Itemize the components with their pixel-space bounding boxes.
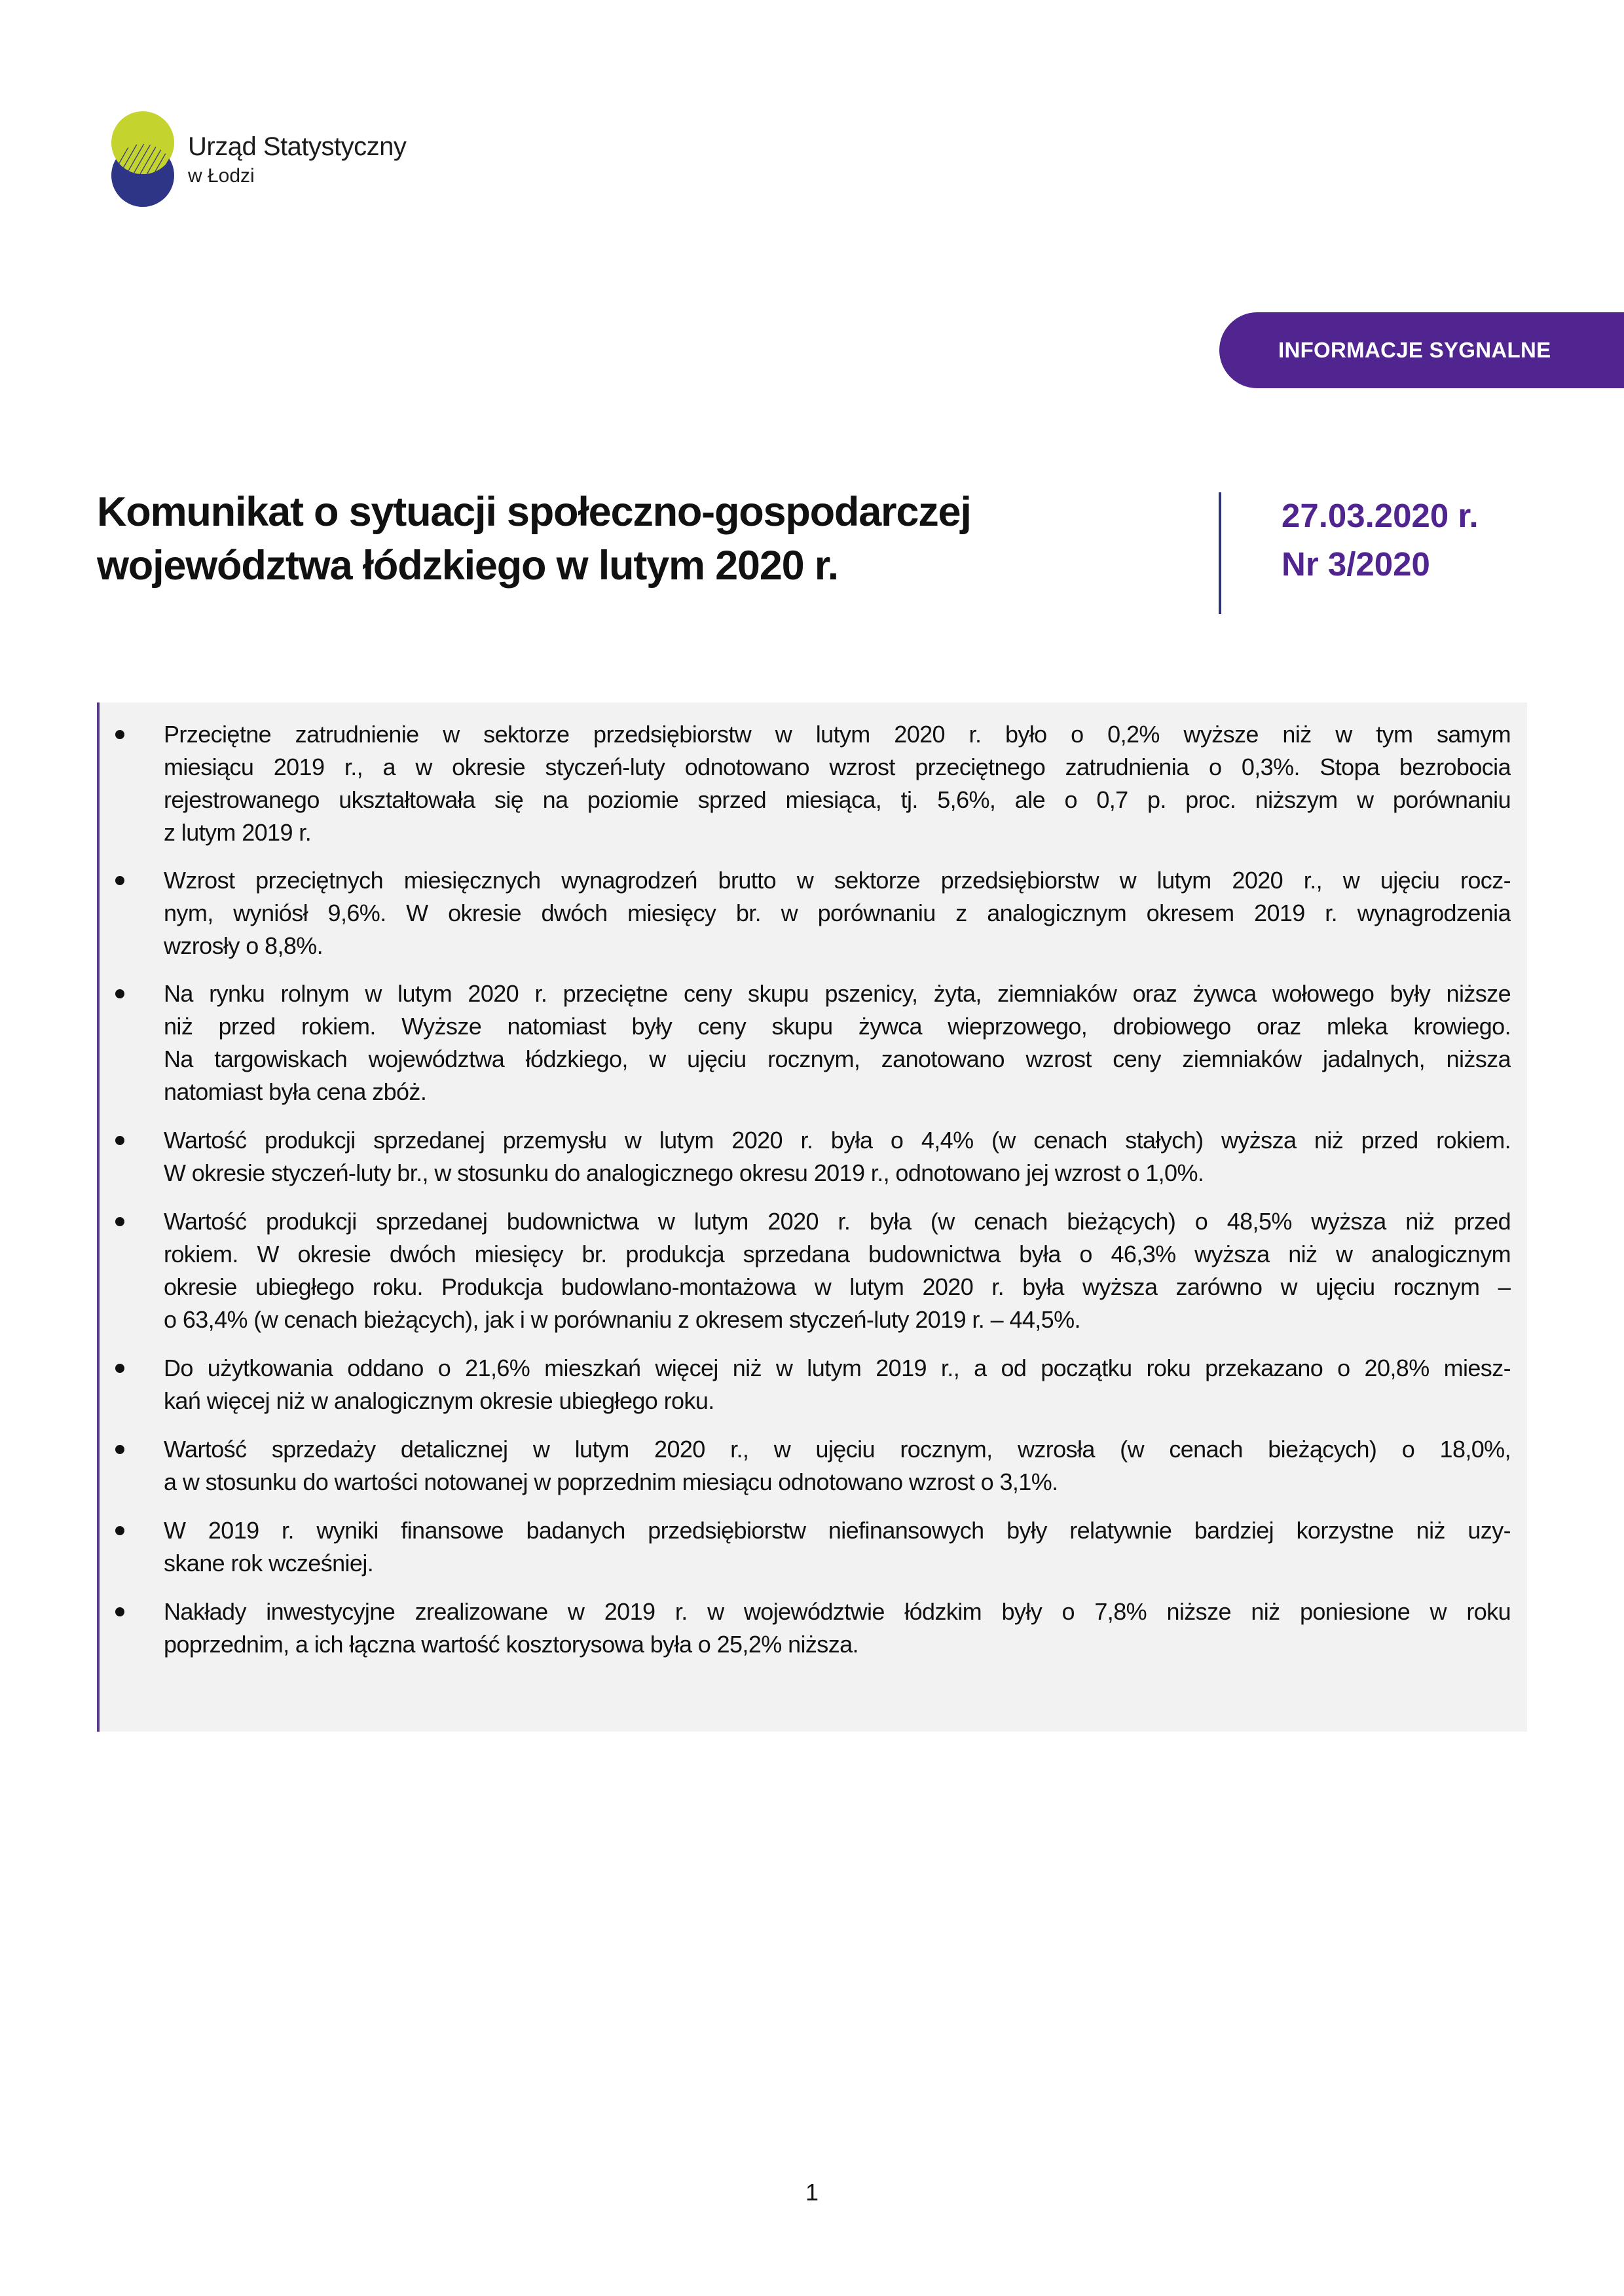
summary-text-line: miesiącu 2019 r., a w okresie styczeń-luty odnotowano wzrost przeciętnego zatrudnienia o 0,3%. Stopa bezrobocia	[164, 754, 1511, 780]
summary-text-line: Nakłady inwestycyjne zrealizowane w 2019 r. w województwie łódzkim były o 7,8% niższe niż poniesione w roku	[164, 1598, 1511, 1625]
summary-text-line: Wzrost przeciętnych miesięcznych wynagrodzeń brutto w sektorze przedsiębiorstw w lutym 2020 r., w ujęciu rocz-	[164, 867, 1511, 894]
summary-text-line: okresie ubiegłego roku. Produkcja budowlano-montażowa w lutym 2020 r. była wyższa zarówno w ujęciu rocznym –	[164, 1273, 1511, 1300]
summary-text-line: z lutym 2019 r.	[164, 819, 312, 846]
bullet-icon	[115, 989, 124, 998]
summary-text-line: W okresie styczeń-luty br., w stosunku do analogicznego okresu 2019 r., odnotowano jej wzrost o 1,0%.	[164, 1159, 1204, 1186]
bullet-icon	[115, 1526, 124, 1535]
bullet-icon	[115, 1607, 124, 1616]
summary-text-line: poprzednim, a ich łączna wartość kosztorysowa była o 25,2% niższa.	[164, 1631, 858, 1658]
logo	[105, 105, 445, 216]
logo-subname: w Łodzi	[188, 165, 255, 187]
bullet-icon	[115, 1364, 124, 1373]
category-label: INFORMACJE SYGNALNE	[1278, 338, 1551, 362]
document-title-line-1: Komunikat o sytuacji społeczno-gospodarczej	[97, 489, 971, 535]
summary-text-line: natomiast była cena zbóż.	[164, 1078, 427, 1105]
summary-text-line: Do użytkowania oddano o 21,6% mieszkań więcej niż w lutym 2019 r., a od początku roku przekazano o 20,8% miesz-	[164, 1355, 1511, 1381]
bullet-icon	[115, 730, 124, 739]
summary-text-line: W 2019 r. wyniki finansowe badanych przedsiębiorstw niefinansowych były relatywnie bardziej korzystne niż uzy-	[164, 1517, 1511, 1544]
logo-emblem-icon	[105, 105, 183, 216]
summary-text-line: wzrosły o 8,8%.	[164, 932, 323, 959]
publication-date: 27.03.2020 r.	[1282, 497, 1479, 534]
publication-number: Nr 3/2020	[1282, 545, 1430, 583]
summary-text-line: a w stosunku do wartości notowanej w poprzednim miesiącu odnotowano wzrost o 3,1%.	[164, 1468, 1058, 1495]
vertical-divider	[1219, 492, 1221, 614]
summary-text-line: Wartość produkcji sprzedanej przemysłu w lutym 2020 r. była o 4,4% (w cenach stałych) wyższa niż przed rokiem.	[164, 1127, 1511, 1154]
summary-text-line: nym, wyniósł 9,6%. W okresie dwóch miesięcy br. w porównaniu z analogicznym okresem 2019 r. wynagrodzenia	[164, 900, 1511, 926]
bullet-icon	[115, 1217, 124, 1226]
bullet-icon	[115, 876, 124, 885]
logo-name: Urząd Statystyczny	[188, 132, 407, 161]
summary-text-line: niż przed rokiem. Wyższe natomiast były ceny skupu żywca wieprzowego, drobiowego oraz mleka krowiego.	[164, 1013, 1511, 1040]
summary-text-line: Przeciętne zatrudnienie w sektorze przedsiębiorstw w lutym 2020 r. było o 0,2% wyższe niż w tym samym	[164, 721, 1511, 748]
summary-text-line: Wartość sprzedaży detalicznej w lutym 2020 r., w ujęciu rocznym, wzrosła (w cenach bieżących) o 18,0%,	[164, 1436, 1511, 1463]
summary-text-line: kań więcej niż w analogicznym okresie ubiegłego roku.	[164, 1387, 714, 1414]
summary-text-line: o 63,4% (w cenach bieżących), jak i w porównaniu z okresem styczeń-luty 2019 r. – 44,5%.	[164, 1306, 1080, 1333]
summary-text-line: Na rynku rolnym w lutym 2020 r. przeciętne ceny skupu pszenicy, żyta, ziemniaków oraz żywca wołowego były niższe	[164, 980, 1511, 1007]
category-banner	[1219, 312, 1624, 388]
summary-text-line: rejestrowanego ukształtowała się na poziomie sprzed miesiąca, tj. 5,6%, ale o 0,7 p. proc. niższym w porównaniu	[164, 786, 1511, 813]
summary-text-line: skane rok wcześniej.	[164, 1550, 374, 1576]
bullet-icon	[115, 1136, 124, 1145]
document-title-line-2: województwa łódzkiego w lutym 2020 r.	[97, 543, 838, 589]
summary-text-line: rokiem. W okresie dwóch miesięcy br. produkcja sprzedana budownictwa była o 46,3% wyższa niż w analogicznym	[164, 1241, 1511, 1267]
page-number: 1	[805, 2179, 819, 2206]
bullet-icon	[115, 1445, 124, 1454]
summary-text-line: Wartość produkcji sprzedanej budownictwa w lutym 2020 r. była (w cenach bieżących) o 48,5% wyższa niż przed	[164, 1208, 1511, 1235]
summary-text-line: Na targowiskach województwa łódzkiego, w ujęciu rocznym, zanotowano wzrost ceny ziemniaków jadalnych, niższa	[164, 1046, 1511, 1072]
